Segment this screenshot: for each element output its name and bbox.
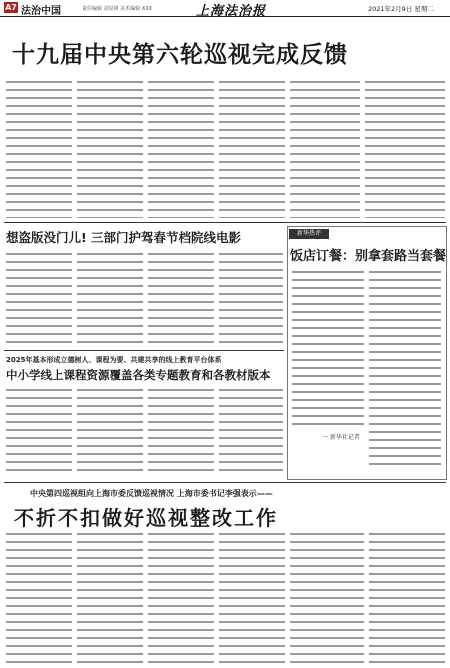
article-piracy-column-2 [77,250,143,346]
article-top-column-3 [148,78,214,218]
headline-top: 十九届中央第六轮巡视完成反馈 [12,42,348,68]
headline-inspection-rectification: 不折不扣做好巡视整改工作 [14,506,278,530]
article-bottom-column-5 [290,530,364,664]
headline-online-courses: 中小学线上课程资源覆盖各类专题教育和各教材版本 [6,368,271,382]
article-bottom-column-4 [219,530,285,664]
article-education-column-4 [219,386,283,474]
article-top-column-4 [219,78,285,218]
article-education-column-3 [148,386,214,474]
divider [4,222,446,223]
kicker-inspection: 中央第四巡视组向上海市委反馈巡视情况 上海市委书记李强表示—— [30,489,273,498]
editor-credits: 责任编辑 刘显锋 美术编辑 XXX [82,6,153,12]
article-bottom-column-3 [148,530,214,664]
section-title: 法治中国 [21,6,61,17]
commentary-column-2 [369,268,441,468]
article-bottom-column-6 [369,530,445,664]
kicker-education: 2025年基本形成立德树人、课程为要、共建共享的线上教育平台体系 [6,356,222,364]
article-education-column-2 [77,386,143,474]
article-piracy-column-1 [6,250,72,346]
article-top-column-2 [77,78,143,218]
commentary-author: 一 新华社记者 [322,434,360,441]
divider [4,350,284,351]
article-piracy-column-3 [148,250,214,346]
paper-logo: 上海法治报 [196,4,267,19]
commentary-column-1 [292,268,364,428]
commentary-tag: 新华热评 [289,229,329,239]
commentary-title: 饭店订餐：别拿套路当套餐 [290,249,447,264]
headline-movie-piracy: 想盗版没门儿! 三部门护驾春节档院线电影 [6,230,242,245]
article-piracy-column-4 [219,250,283,346]
page-number-badge: A7 [5,3,17,12]
article-top-column-5 [290,78,360,218]
issue-date: 2021年2月9日 星期二 [368,5,434,13]
article-top-column-1 [6,78,72,218]
divider [4,482,446,483]
article-education-column-1 [6,386,72,474]
article-top-column-6 [365,78,445,218]
article-bottom-column-2 [77,530,143,664]
article-bottom-column-1 [6,530,72,664]
